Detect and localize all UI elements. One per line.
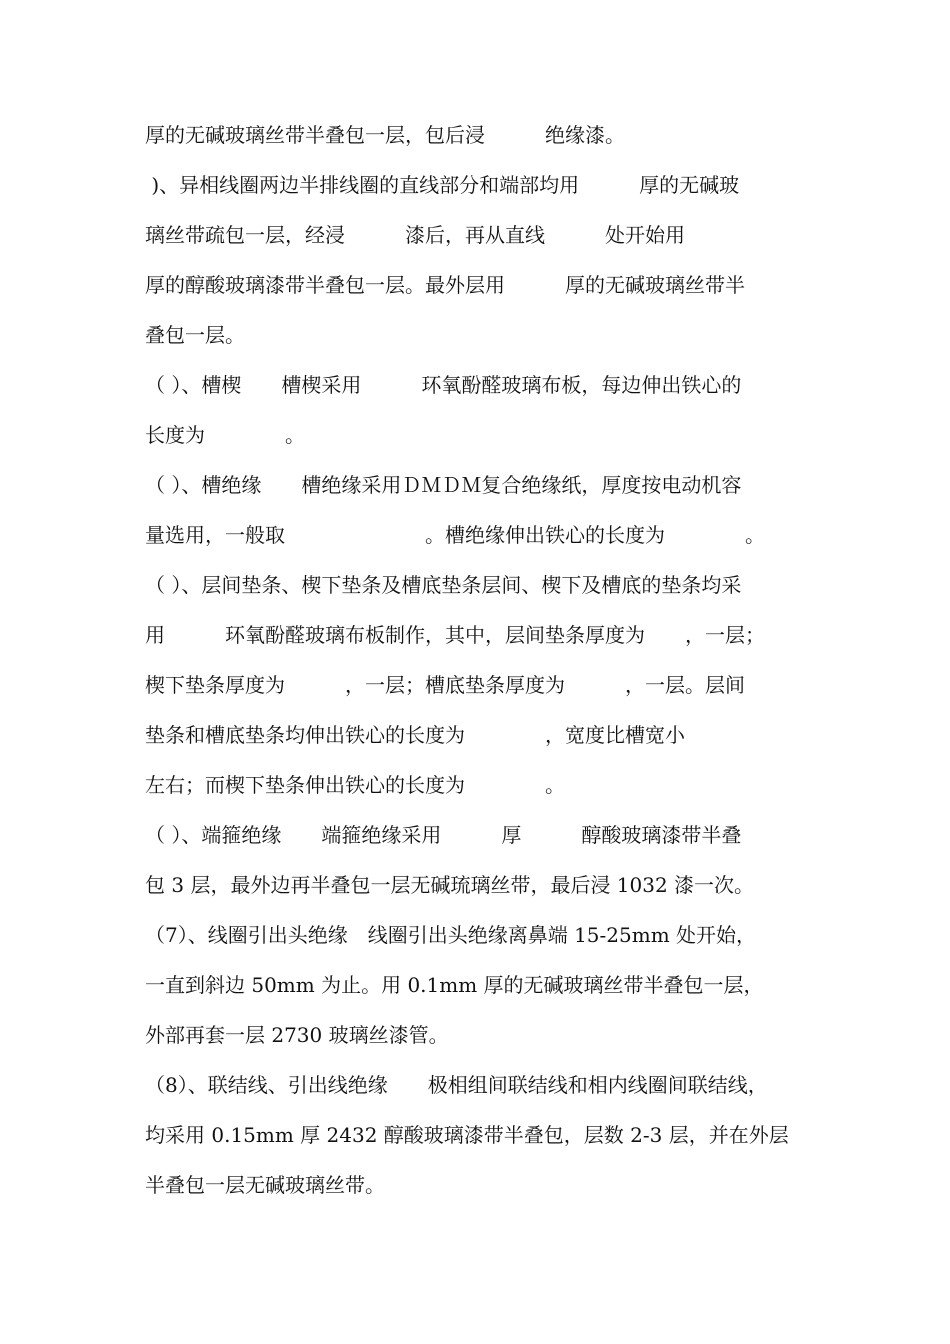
text-line: 外部再套一层 2730 玻璃丝漆管。 — [145, 1023, 449, 1047]
text-line: （ ）、槽绝缘 槽绝缘采用ＤＭＤＭ复合绝缘纸，厚度按电动机容 — [145, 473, 742, 497]
text-line: 叠包一层。 — [145, 323, 245, 347]
text-line: 用 环氧酚醛玻璃布板制作，其中，层间垫条厚度为 ，一层； — [145, 623, 765, 647]
text-line: 厚的醇酸玻璃漆带半叠包一层。最外层用 厚的无碱玻璃丝带半 — [145, 273, 745, 297]
text-line: 半叠包一层无碱玻璃丝带。 — [145, 1173, 385, 1197]
text-line: （ ）、槽楔 槽楔采用 环氧酚醛玻璃布板，每边伸出铁心的 — [145, 373, 742, 397]
text-line: 一直到斜边 50mm 为止。用 0.1mm 厚的无碱玻璃丝带半叠包一层， — [145, 973, 764, 997]
text-line: 均采用 0.15mm 厚 2432 醇酸玻璃漆带半叠包，层数 2-3 层，并在外层 — [145, 1123, 789, 1147]
text-line: 楔下垫条厚度为 ，一层；槽底垫条厚度为 ，一层。层间 — [145, 673, 745, 697]
text-line: （8）、联结线、引出线绝缘 极相组间联结线和相内线圈间联结线， — [145, 1073, 768, 1097]
text-line: （ ）、层间垫条、楔下垫条及槽底垫条层间、楔下及槽底的垫条均采 — [145, 573, 742, 597]
text-line: 垫条和槽底垫条均伸出铁心的长度为 ，宽度比槽宽小 — [145, 723, 685, 747]
text-line: 厚的无碱玻璃丝带半叠包一层，包后浸 绝缘漆。 — [145, 123, 625, 147]
text-line: 璃丝带疏包一层，经浸 漆后，再从直线 处开始用 — [145, 223, 685, 247]
text-line: )、异相线圈两边半排线圈的直线部分和端部均用 厚的无碱玻 — [145, 173, 740, 197]
text-line: 左右；而楔下垫条伸出铁心的长度为 。 — [145, 773, 565, 797]
text-line: 长度为 。 — [145, 423, 305, 447]
text-line: （7）、线圈引出头绝缘 线圈引出头绝缘离鼻端 15-25mm 处开始， — [145, 923, 757, 947]
text-line: （ ）、端箍绝缘 端箍绝缘采用 厚 醇酸玻璃漆带半叠 — [145, 823, 742, 847]
text-line: 量选用，一般取 。槽绝缘伸出铁心的长度为 。 — [145, 523, 765, 547]
text-line: 包 3 层，最外边再半叠包一层无碱琉璃丝带，最后浸 1032 漆一次。 — [145, 873, 755, 897]
